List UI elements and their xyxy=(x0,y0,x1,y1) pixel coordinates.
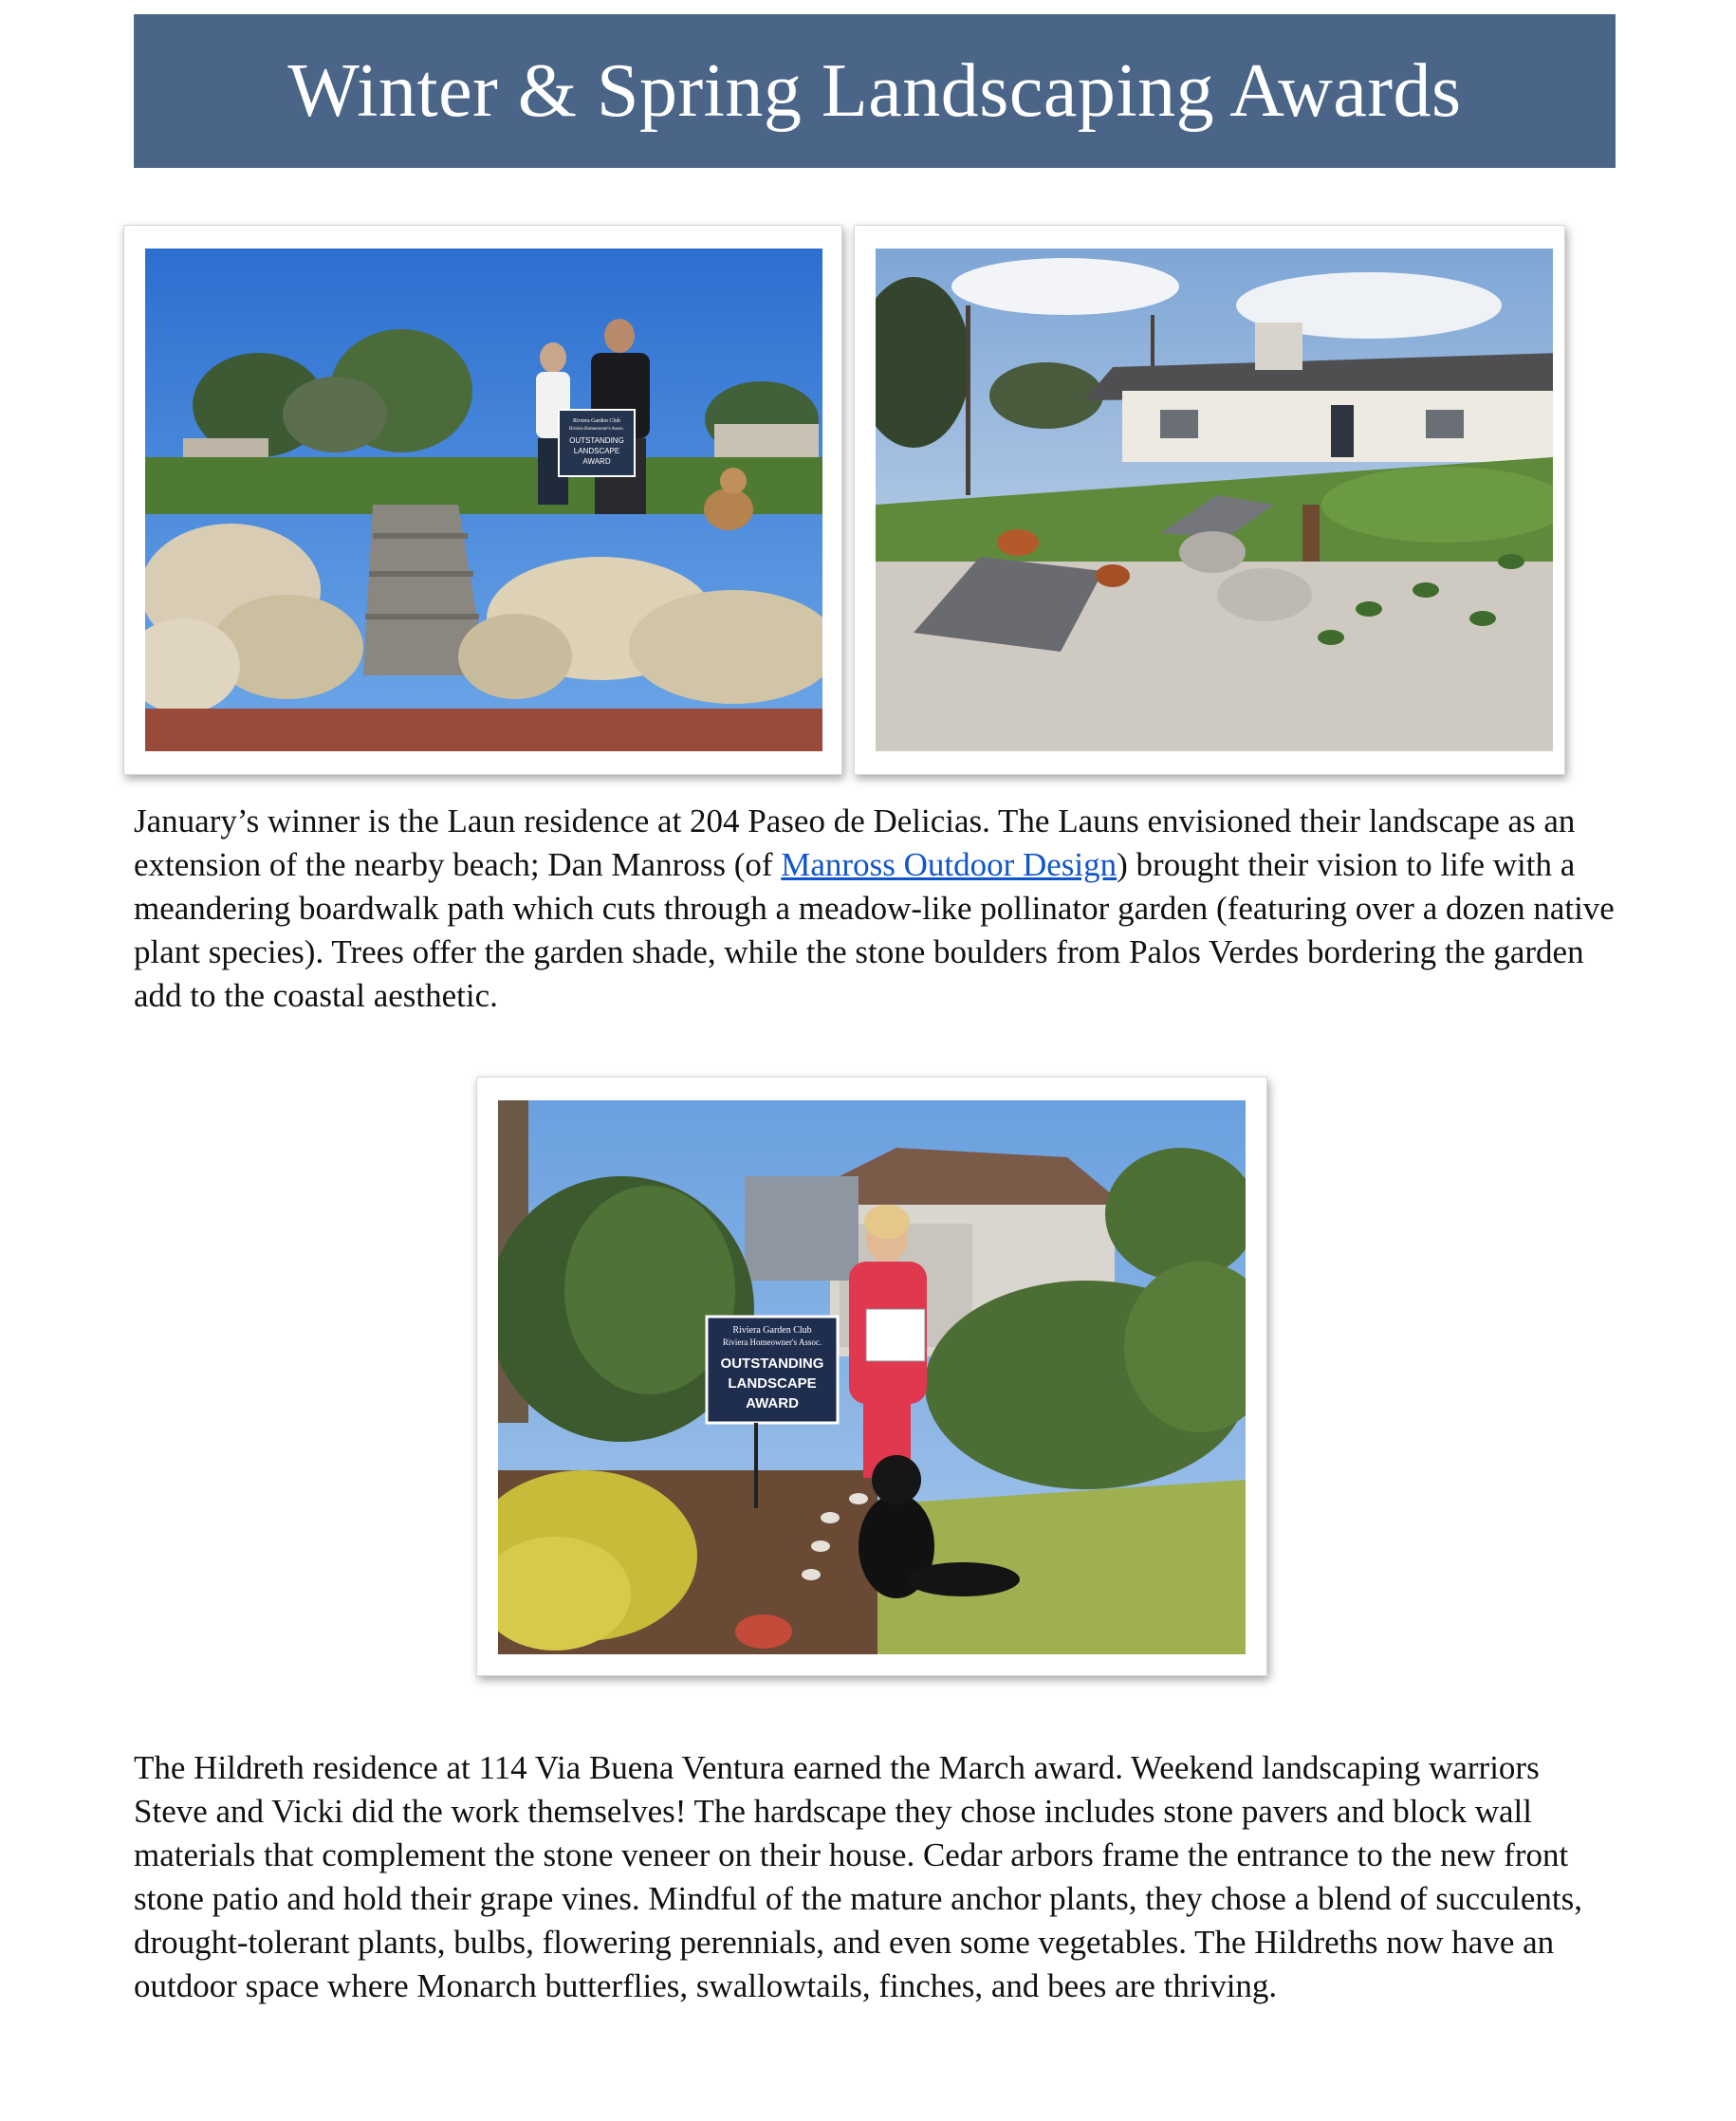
sign1-line5: AWARD xyxy=(582,457,611,466)
photo-laun-winners-image xyxy=(145,249,822,751)
laun-paragraph-text-end: ) brought their vision to life with a meandering boardwalk path which cuts through a meadow-like pollinator garden (featuring over a dozen native plant species). Trees offer the garden shade, while the stone boulders from Palos Verdes bordering the garden add to the coastal aesthetic. xyxy=(134,846,1615,1014)
manross-outdoor-design-link[interactable]: Manross Outdoor Design xyxy=(781,846,1117,883)
sign1-line2: Riviera Homeowner's Assoc. xyxy=(569,427,624,432)
laun-paragraph xyxy=(134,800,1618,1018)
photo-laun-house-image xyxy=(876,249,1553,751)
photo-laun-winners xyxy=(123,225,842,775)
hildreth-paragraph: The Hildreth residence at 114 Via Buena Ventura earned the March award. Weekend landscaping warriors Steve and Vicki did the work themselves! The hardscape they chose includes stone pavers and block wall materials that complement the stone veneer on their house. Cedar arbors frame the entrance to the new front stone patio and hold their grape vines. Mindful of the mature anchor plants, they chose a blend of succulents, drought-tolerant plants, bulbs, flowering perennials, and even some vegetables. The Hildreths now have an outdoor space where Monarch butterflies, swallowtails, finches, and bees are thriving. xyxy=(134,1749,1582,2004)
photo-hildreth-winner-image xyxy=(498,1100,1246,1654)
page-title: Winter & Spring Landscaping Awards xyxy=(287,48,1462,133)
laun-paragraph-text-start: January’s winner is the Laun residence at 204 Paseo de Delicias. The Launs envisioned their landscape as an extension of the nearby beach; Dan Manross (of xyxy=(134,802,1576,883)
sign2-line2: Riviera Homeowner's Assoc. xyxy=(722,1337,822,1347)
photo-laun-house xyxy=(854,225,1565,775)
title-banner xyxy=(134,14,1616,168)
photo-hildreth-winner xyxy=(476,1077,1267,1676)
sign2-line5: AWARD xyxy=(746,1395,799,1411)
sign2-line1: Riviera Garden Club xyxy=(732,1325,812,1336)
sign1-line4: LANDSCAPE xyxy=(573,447,620,455)
sign2-line3: OUTSTANDING xyxy=(720,1356,824,1372)
sign1-line3: OUTSTANDING xyxy=(569,436,624,445)
sign2-line4: LANDSCAPE xyxy=(728,1375,817,1392)
sign1-line1: Riviera Garden Club xyxy=(573,418,620,424)
